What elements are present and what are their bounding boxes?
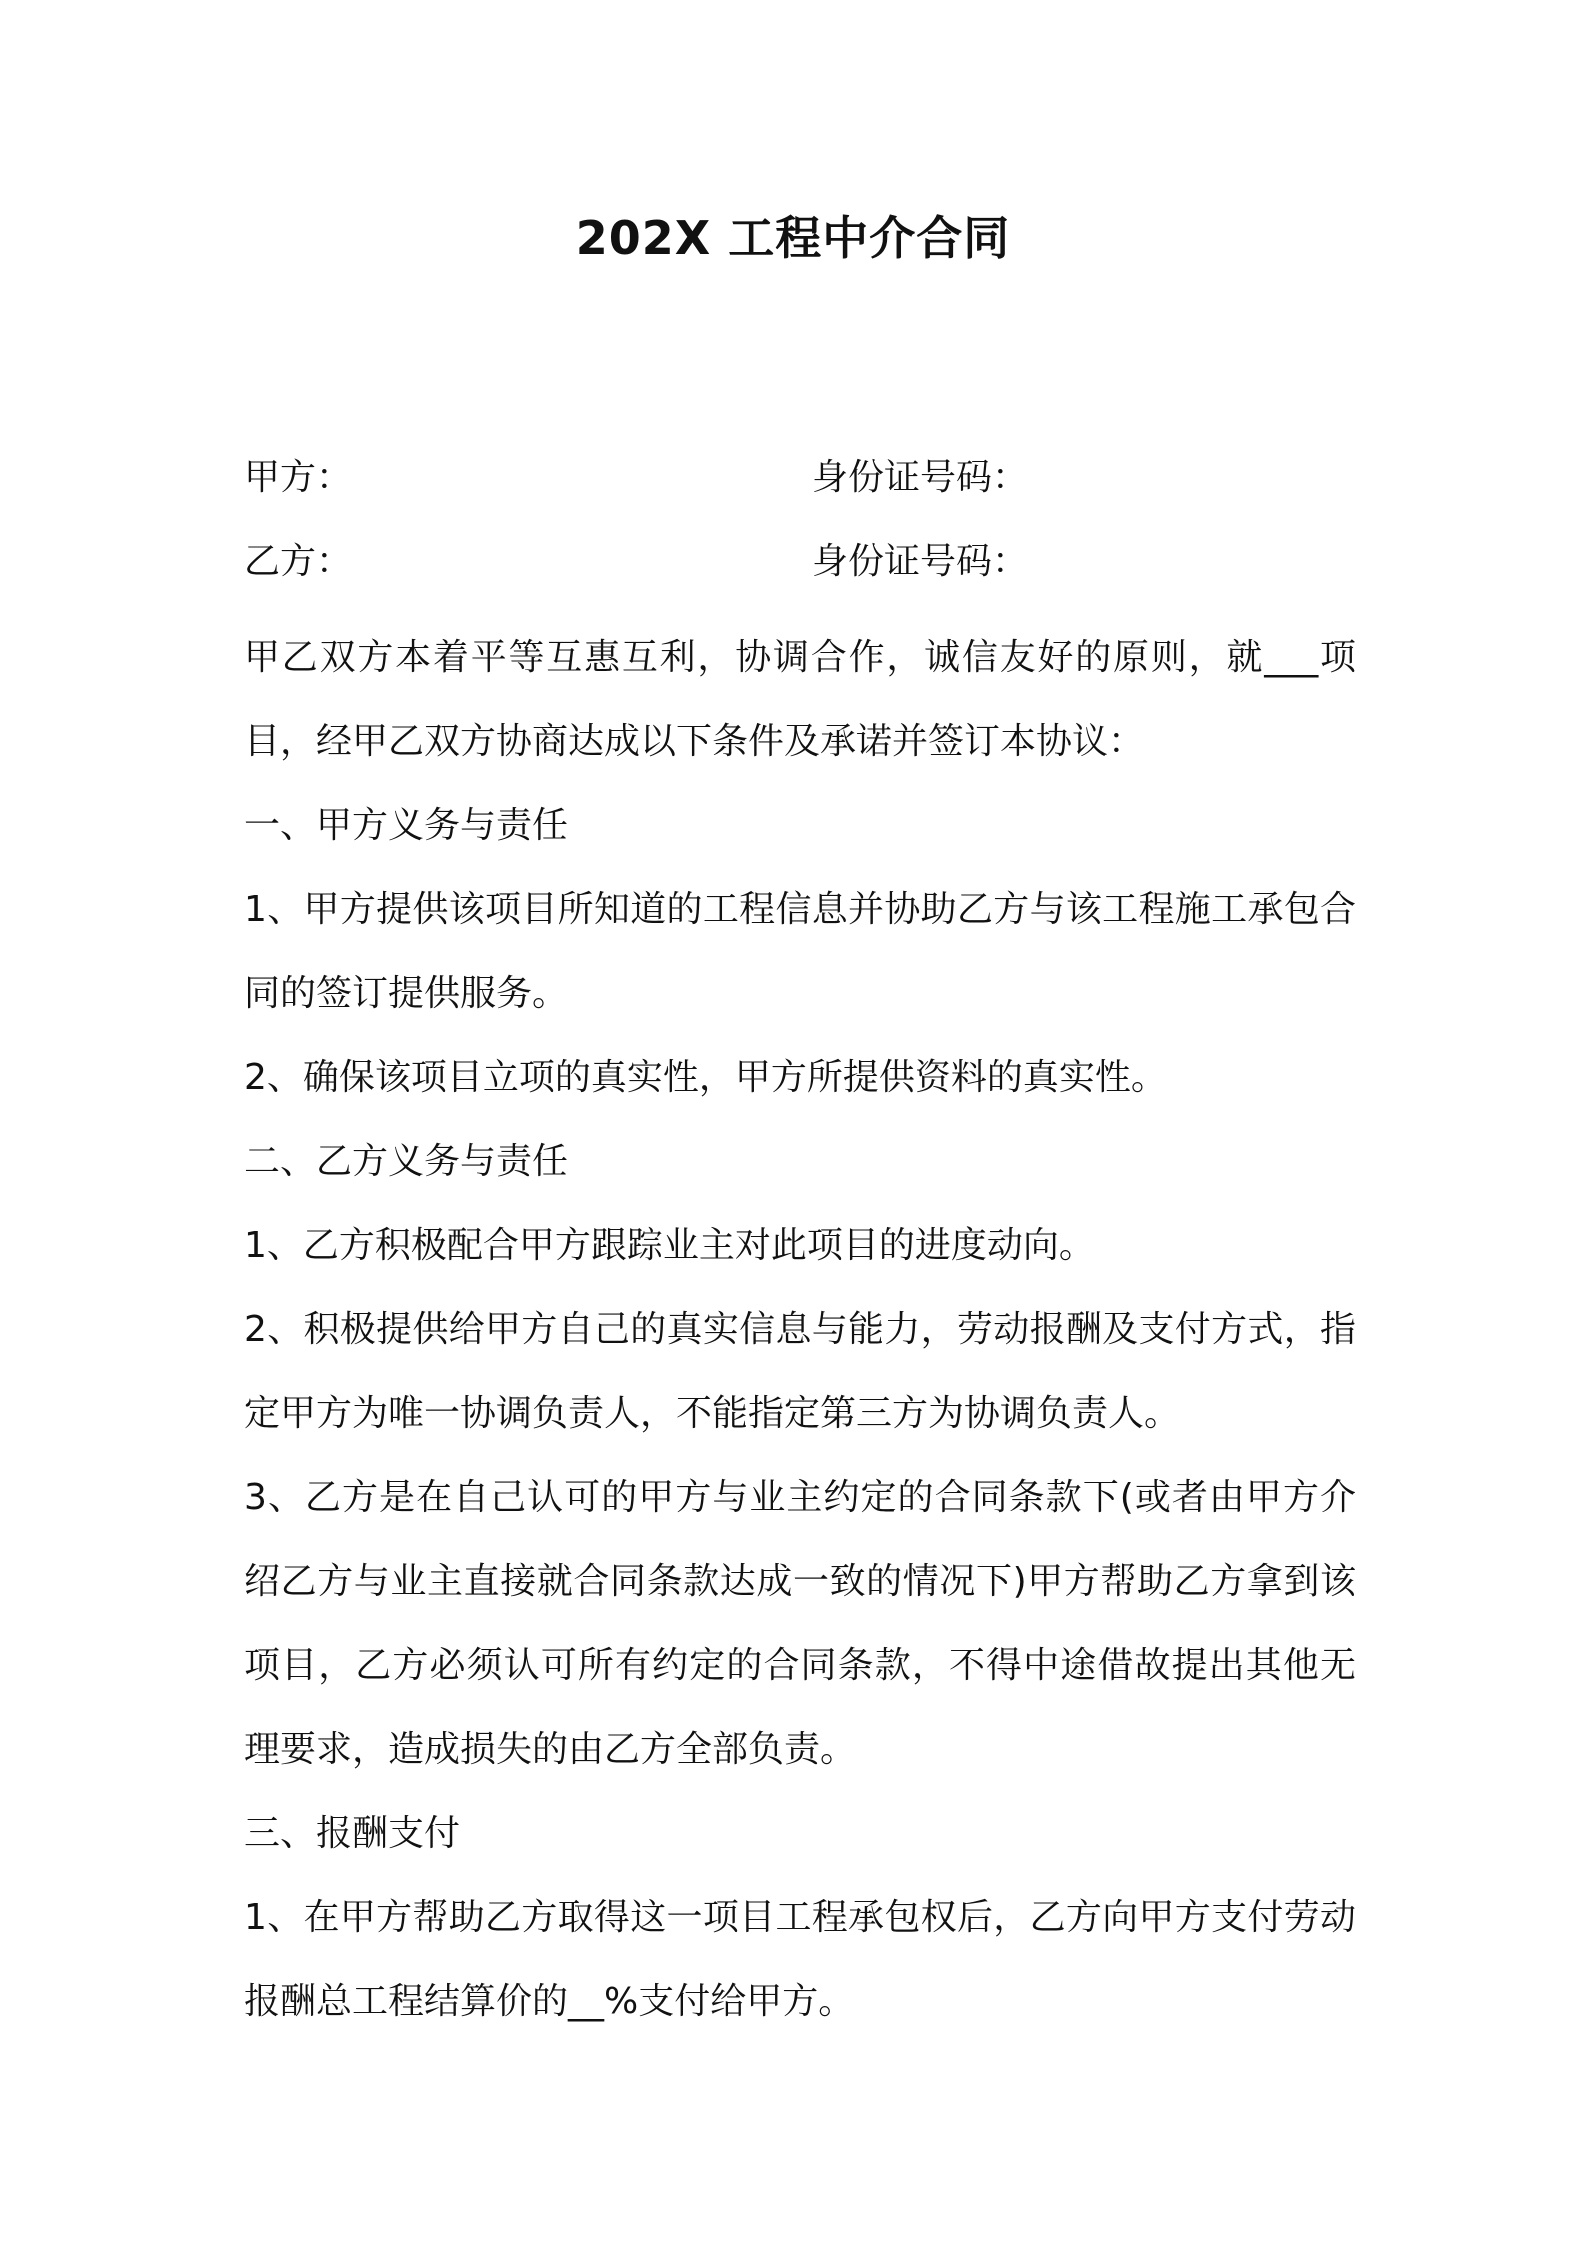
- party-b-row: [244, 532, 1364, 592]
- party-a-row: [244, 448, 1364, 508]
- party-b-id-label: 身份证号码：: [812, 541, 1029, 582]
- document-title: 202X 工程中介合同: [575, 211, 1011, 265]
- clause-paragraph: 2、确保该项目立项的真实性，甲方所提供资料的真实性。: [244, 1057, 1167, 1098]
- section-heading: 三、报酬支付: [244, 1813, 461, 1854]
- party-a-label: 甲方：: [244, 457, 353, 498]
- party-a-id-label: 身份证号码：: [812, 457, 1029, 498]
- clause-paragraph: 1、在甲方帮助乙方取得这一项目工程承包权后，乙方向甲方支付劳动报酬总工程结算价的__%支付给甲方。: [244, 1897, 1356, 2022]
- section-heading: 一、甲方义务与责任: [244, 805, 569, 846]
- section-heading: 二、乙方义务与责任: [244, 1141, 569, 1182]
- contract-body: [244, 616, 1356, 2044]
- preamble-paragraph: 甲乙双方本着平等互惠互利，协调合作，诚信友好的原则，就___项目，经甲乙双方协商达成以下条件及承诺并签订本协议：: [244, 637, 1356, 762]
- clause-paragraph: 3、乙方是在自己认可的甲方与业主约定的合同条款下(或者由甲方介绍乙方与业主直接就合同条款达成一致的情况下)甲方帮助乙方拿到该项目，乙方必须认可所有约定的合同条款，不得中途借故提出其他无理要求，造成损失的由乙方全部负责。: [244, 1477, 1356, 1770]
- clause-paragraph: 1、甲方提供该项目所知道的工程信息并协助乙方与该工程施工承包合同的签订提供服务。: [244, 889, 1356, 1014]
- party-b-label: 乙方：: [244, 541, 353, 582]
- clause-paragraph: 1、乙方积极配合甲方跟踪业主对此项目的进度动向。: [244, 1225, 1095, 1266]
- clause-paragraph: 2、积极提供给甲方自己的真实信息与能力，劳动报酬及支付方式，指定甲方为唯一协调负责人，不能指定第三方为协调负责人。: [244, 1309, 1356, 1434]
